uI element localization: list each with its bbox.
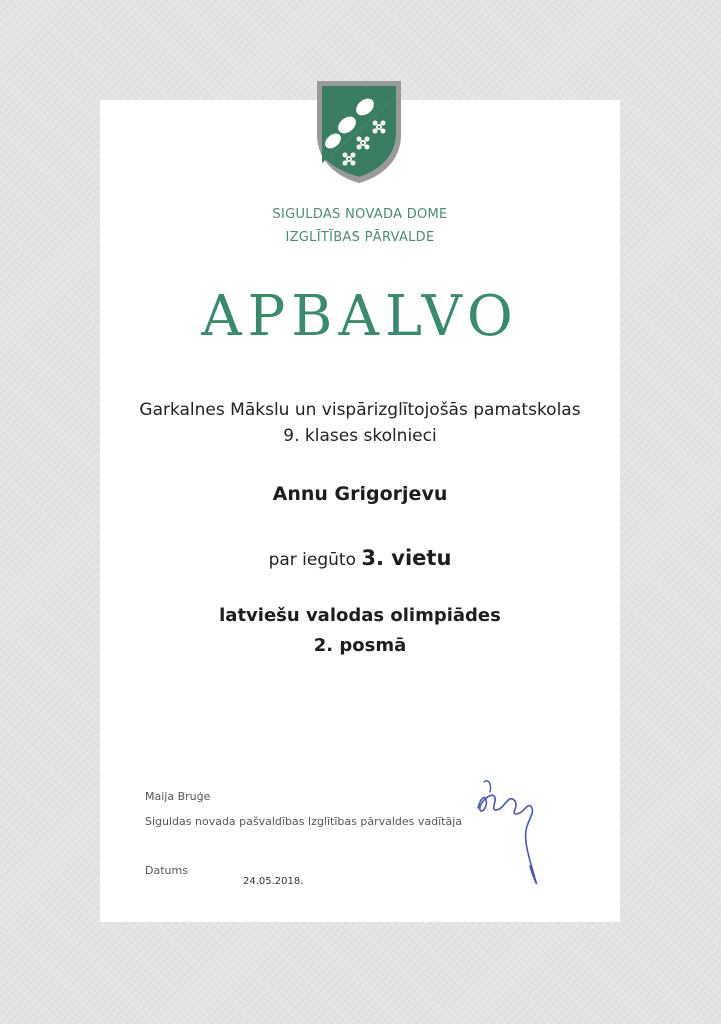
school-name: Garkalnes Mākslu un vispārizglītojošās pamatskolas	[139, 400, 581, 420]
award-place: 3. vietu	[361, 546, 452, 570]
certificate-title: APBALVO	[201, 284, 519, 349]
award-place-line	[100, 546, 620, 570]
award-prefix: par iegūto	[268, 550, 356, 570]
handwritten-signature	[470, 770, 550, 890]
event-line-2: 2. posmā	[313, 635, 407, 656]
coat-of-arms-icon	[313, 77, 405, 185]
issuer-line-2: IZGLĪTĪBAS PĀRVALDE	[285, 230, 435, 245]
certificate-page	[100, 100, 620, 922]
event-line-1: latviešu valodas olimpiādes	[219, 605, 501, 626]
date-label: Datums	[145, 864, 188, 877]
grade-text: 9. klases skolnieci	[283, 426, 437, 446]
recipient-name: Annu Grigorjevu	[272, 483, 448, 505]
date-value: 24.05.2018.	[243, 876, 304, 887]
signer-name: Maija Bruģe	[145, 790, 211, 803]
issuer-line-1: SIGULDAS NOVADA DOME	[272, 207, 448, 222]
signer-role: Siguldas novada pašvaldības Izglītības pārvaldes vadītāja	[145, 815, 463, 828]
